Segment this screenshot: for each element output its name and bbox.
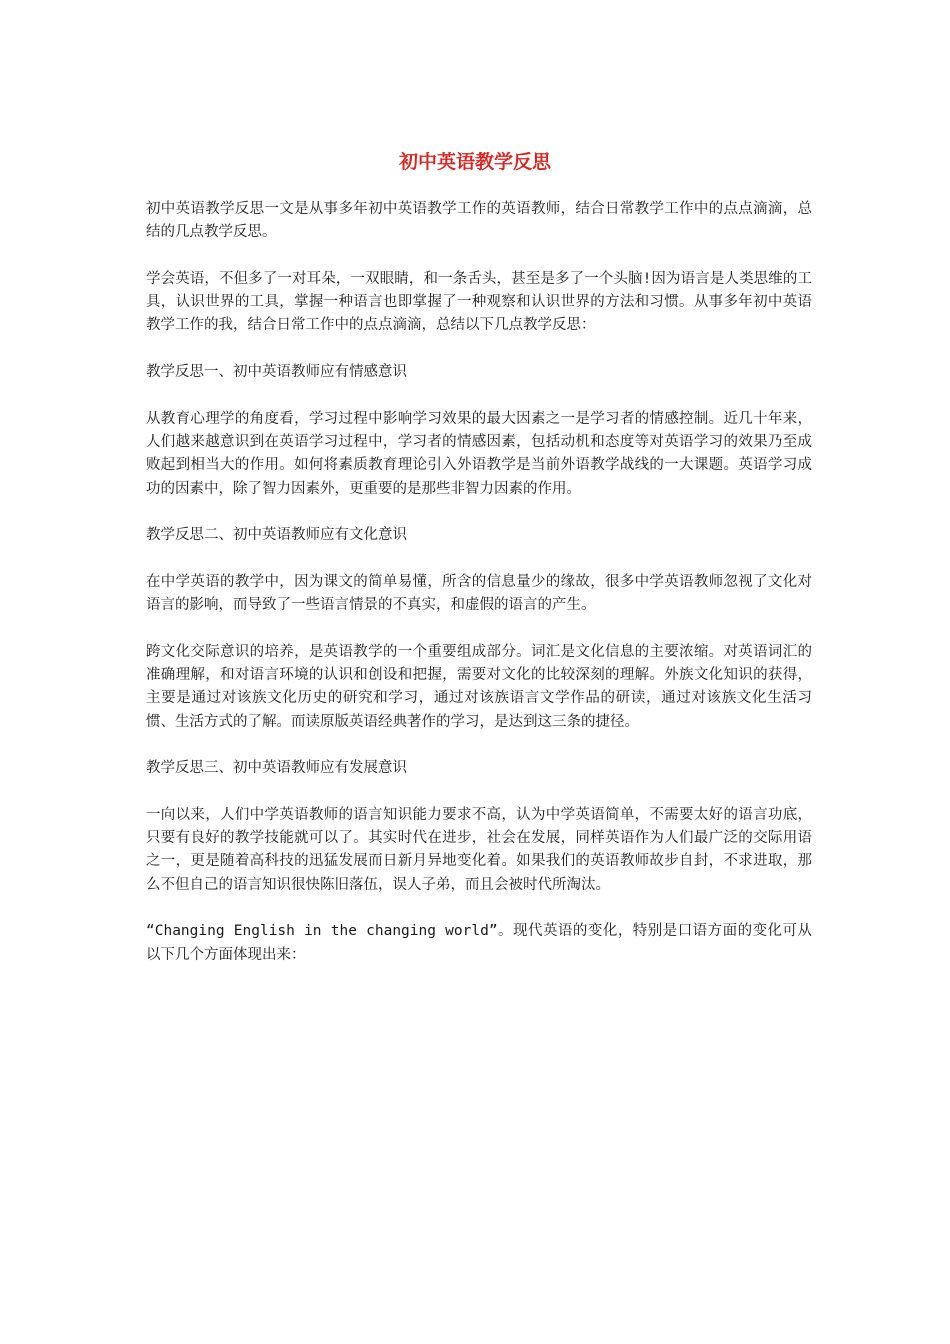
body-paragraph: 一向以来，人们中学英语教师的语言知识能力要求不高，认为中学英语简单，不需要太好的语言功底，只要有良好的教学技能就可以了。其实时代在进步，社会在发展，同样英语作为人们最广泛的交际用语之一，更是随着高科技的迅猛发展而日新月异地变化着。如果我们的英语教师故步自封，不求进取，那么不但自己的语言知识很快陈旧落伍，误人子弟，而且会被时代所淘汰。 — [146, 806, 812, 893]
body-paragraph: “Changing English in the changing world”。现代英语的变化，特别是口语方面的变化可从以下几个方面体现出来： — [146, 923, 813, 963]
intro-paragraph: 初中英语教学反思一文是从事多年初中英语教学工作的英语教师，结合日常教学工作中的点点滴滴，总结的几点教学反思。 — [146, 201, 812, 241]
body-paragraph: 学会英语，不但多了一对耳朵，一双眼睛，和一条舌头，甚至是多了一个头脑!因为语言是人类思维的工具，认识世界的工具，掌握一种语言也即掌握了一种观察和认识世界的方法和习惯。从事多年初中英语教学工作的我，结合日常工作中的点点滴滴，总结以下几点教学反思： — [146, 270, 812, 334]
body-paragraph: 跨文化交际意识的培养，是英语教学的一个重要组成部分。词汇是文化信息的主要浓缩。对英语词汇的准确理解，和对语言环境的认识和创设和把握，需要对文化的比较深刻的理解。外族文化知识的获得，主要是通过对该族文化历史的研究和学习，通过对该族语言文学作品的研读，通过对该族文化生活习惯、生活方式的了解。而读原版英语经典著作的学习，是达到这三条的捷径。 — [146, 643, 812, 730]
section-heading-3: 教学反思三、初中英语教师应有发展意识 — [146, 760, 407, 777]
document-body — [146, 198, 812, 990]
section-heading-2: 教学反思二、初中英语教师应有文化意识 — [146, 527, 407, 544]
document-title: 初中英语教学反思 — [398, 151, 551, 173]
body-paragraph: 从教育心理学的角度看，学习过程中影响学习效果的最大因素之一是学习者的情感控制。近几十年来，人们越来越意识到在英语学习过程中，学习者的情感因素，包括动机和态度等对英语学习的效果乃至成败起到相当大的作用。如何将素质教育理论引入外语教学是当前外语教学战线的一大课题。英语学习成功的因素中，除了智力因素外，更重要的是那些非智力因素的作用。 — [146, 410, 812, 497]
section-heading-1: 教学反思一、初中英语教师应有情感意识 — [146, 364, 407, 381]
body-paragraph: 在中学英语的教学中，因为课文的简单易懂，所含的信息量少的缘故，很多中学英语教师忽视了文化对语言的影响，而导致了一些语言情景的不真实，和虚假的语言的产生。 — [146, 573, 812, 614]
